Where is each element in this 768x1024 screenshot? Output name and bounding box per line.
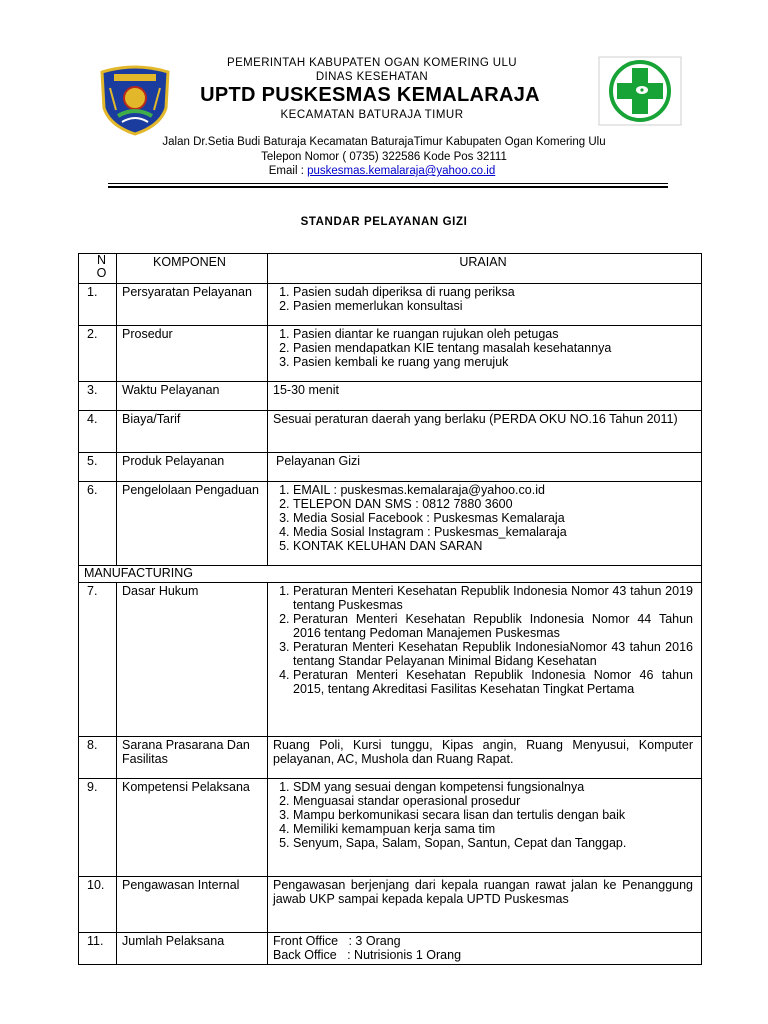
puskesmas-logo (598, 56, 682, 126)
row-component: Persyaratan Pelayanan (117, 284, 268, 326)
district-line: KECAMATAN BATURAJA TIMUR (280, 109, 464, 121)
row-component: Produk Pelayanan (117, 453, 268, 482)
address-line: Jalan Dr.Setia Budi Baturaja Kecamatan BaturajaTimur Kabupaten Ogan Komering Ulu (162, 136, 606, 148)
row-description (268, 326, 702, 382)
section-row (79, 566, 702, 583)
row-description (268, 779, 702, 877)
table-row (79, 482, 702, 566)
list-item: 4. Memiliki kemampuan kerja sama tim (293, 822, 693, 836)
table-row (79, 411, 702, 453)
row-description: Pelayanan Gizi (268, 453, 702, 482)
row-component: Dasar Hukum (117, 583, 268, 737)
list-item: 2. Pasien mendapatkan KIE tentang masalah kesehatannya (293, 341, 693, 355)
email-link[interactable]: puskesmas.kemalaraja@yahoo.co.id (307, 165, 496, 177)
phone-line: Telepon Nomor ( 0735) 322586 Kode Pos 32111 (261, 151, 507, 163)
government-line: PEMERINTAH KABUPATEN OGAN KOMERING ULU (227, 57, 517, 69)
header-divider-thin (108, 183, 668, 184)
list-item: 1. SDM yang sesuai dengan kompetensi fungsionalnya (293, 780, 693, 794)
list-item: 2. Menguasai standar operasional prosedur (293, 794, 693, 808)
document-title: STANDAR PELAYANAN GIZI (300, 216, 468, 228)
list-item: 2. TELEPON DAN SMS : 0812 7880 3600 (293, 497, 693, 511)
row-number: 5. (79, 453, 117, 482)
section-label: MANUFACTURING (79, 566, 702, 583)
list-item: 1. Pasien sudah diperiksa di ruang periksa (293, 285, 693, 299)
row-number: 8. (79, 737, 117, 779)
header-no: N O (79, 254, 117, 284)
institution-title: UPTD PUSKESMAS KEMALARAJA (200, 84, 540, 106)
row-description (268, 583, 702, 737)
table-row (79, 453, 702, 482)
row-component: Pengelolaan Pengaduan (117, 482, 268, 566)
staff-line: Back Office : Nutrisionis 1 Orang (273, 948, 462, 962)
table-row (79, 779, 702, 877)
list-item: 5. Senyum, Sapa, Salam, Sopan, Santun, Cepat dan Tanggap. (293, 836, 693, 850)
list-item: 1. Pasien diantar ke ruangan rujukan oleh petugas (293, 327, 693, 341)
list-item: 3. Mampu berkomunikasi secara lisan dan tertulis dengan baik (293, 808, 693, 822)
row-component: Biaya/Tarif (117, 411, 268, 453)
row-number: 3. (79, 382, 117, 411)
row-number: 11. (79, 933, 117, 965)
row-component: Waktu Pelayanan (117, 382, 268, 411)
row-component: Kompetensi Pelaksana (117, 779, 268, 877)
table-row (79, 326, 702, 382)
row-description (268, 284, 702, 326)
email-line (0, 165, 766, 177)
header-komponen: KOMPONEN (117, 254, 268, 284)
list-item: 3. Pasien kembali ke ruang yang merujuk (293, 355, 693, 369)
list-item: 4. Peraturan Menteri Kesehatan Republik Indonesia Nomor 46 tahun 2015, tentang Akreditasi Fasilitas Kesehatan Tingkat Pertama (293, 668, 693, 696)
table-row (79, 284, 702, 326)
row-component: Sarana Prasarana Dan Fasilitas (117, 737, 268, 779)
table-row (79, 382, 702, 411)
list-item: 5. KONTAK KELUHAN DAN SARAN (293, 539, 693, 553)
row-description: Pengawasan berjenjang dari kepala ruangan rawat jalan ke Penanggung jawab UKP sampai kepada kepala UPTD Puskesmas (268, 877, 702, 933)
table-row (79, 583, 702, 737)
service-standard-table (78, 253, 702, 965)
letterhead (0, 0, 768, 190)
header-uraian: URAIAN (268, 254, 702, 284)
table-row (79, 933, 702, 965)
row-description: Sesuai peraturan daerah yang berlaku (PERDA OKU NO.16 Tahun 2011) (268, 411, 702, 453)
row-description (268, 933, 702, 965)
list-item: 3. Media Sosial Facebook : Puskesmas Kemalaraja (293, 511, 693, 525)
table-header-row (79, 254, 702, 284)
table-row (79, 737, 702, 779)
list-item: 1. EMAIL : puskesmas.kemalaraja@yahoo.co.id (293, 483, 693, 497)
row-description: 15-30 menit (268, 382, 702, 411)
row-number: 7. (79, 583, 117, 737)
header-divider-thick (108, 186, 668, 188)
row-number: 1. (79, 284, 117, 326)
table-row (79, 877, 702, 933)
department-line: DINAS KESEHATAN (315, 71, 429, 83)
list-item: 2. Pasien memerlukan konsultasi (293, 299, 693, 313)
row-number: 10. (79, 877, 117, 933)
staff-line: Front Office : 3 Orang (273, 934, 401, 948)
row-description (268, 482, 702, 566)
row-description: Ruang Poli, Kursi tunggu, Kipas angin, Ruang Menyusui, Komputer pelayanan, AC, Mushola dan Ruang Rapat. (268, 737, 702, 779)
list-item: 3. Peraturan Menteri Kesehatan Republik IndonesiaNomor 43 tahun 2016 tentang Standar Pelayanan Minimal Bidang Kesehatan (293, 640, 693, 668)
row-number: 2. (79, 326, 117, 382)
list-item: 4. Media Sosial Instagram : Puskesmas_kemalaraja (293, 525, 693, 539)
row-number: 6. (79, 482, 117, 566)
email-label: Email : (268, 165, 308, 177)
list-item: 2. Peraturan Menteri Kesehatan Republik Indonesia Nomor 44 Tahun 2016 tentang Pedoman Manajemen Puskesmas (293, 612, 693, 640)
row-component: Prosedur (117, 326, 268, 382)
row-number: 4. (79, 411, 117, 453)
row-component: Pengawasan Internal (117, 877, 268, 933)
row-number: 9. (79, 779, 117, 877)
list-item: 1. Peraturan Menteri Kesehatan Republik Indonesia Nomor 43 tahun 2019 tentang Puskesmas (293, 584, 693, 612)
row-component: Jumlah Pelaksana (117, 933, 268, 965)
